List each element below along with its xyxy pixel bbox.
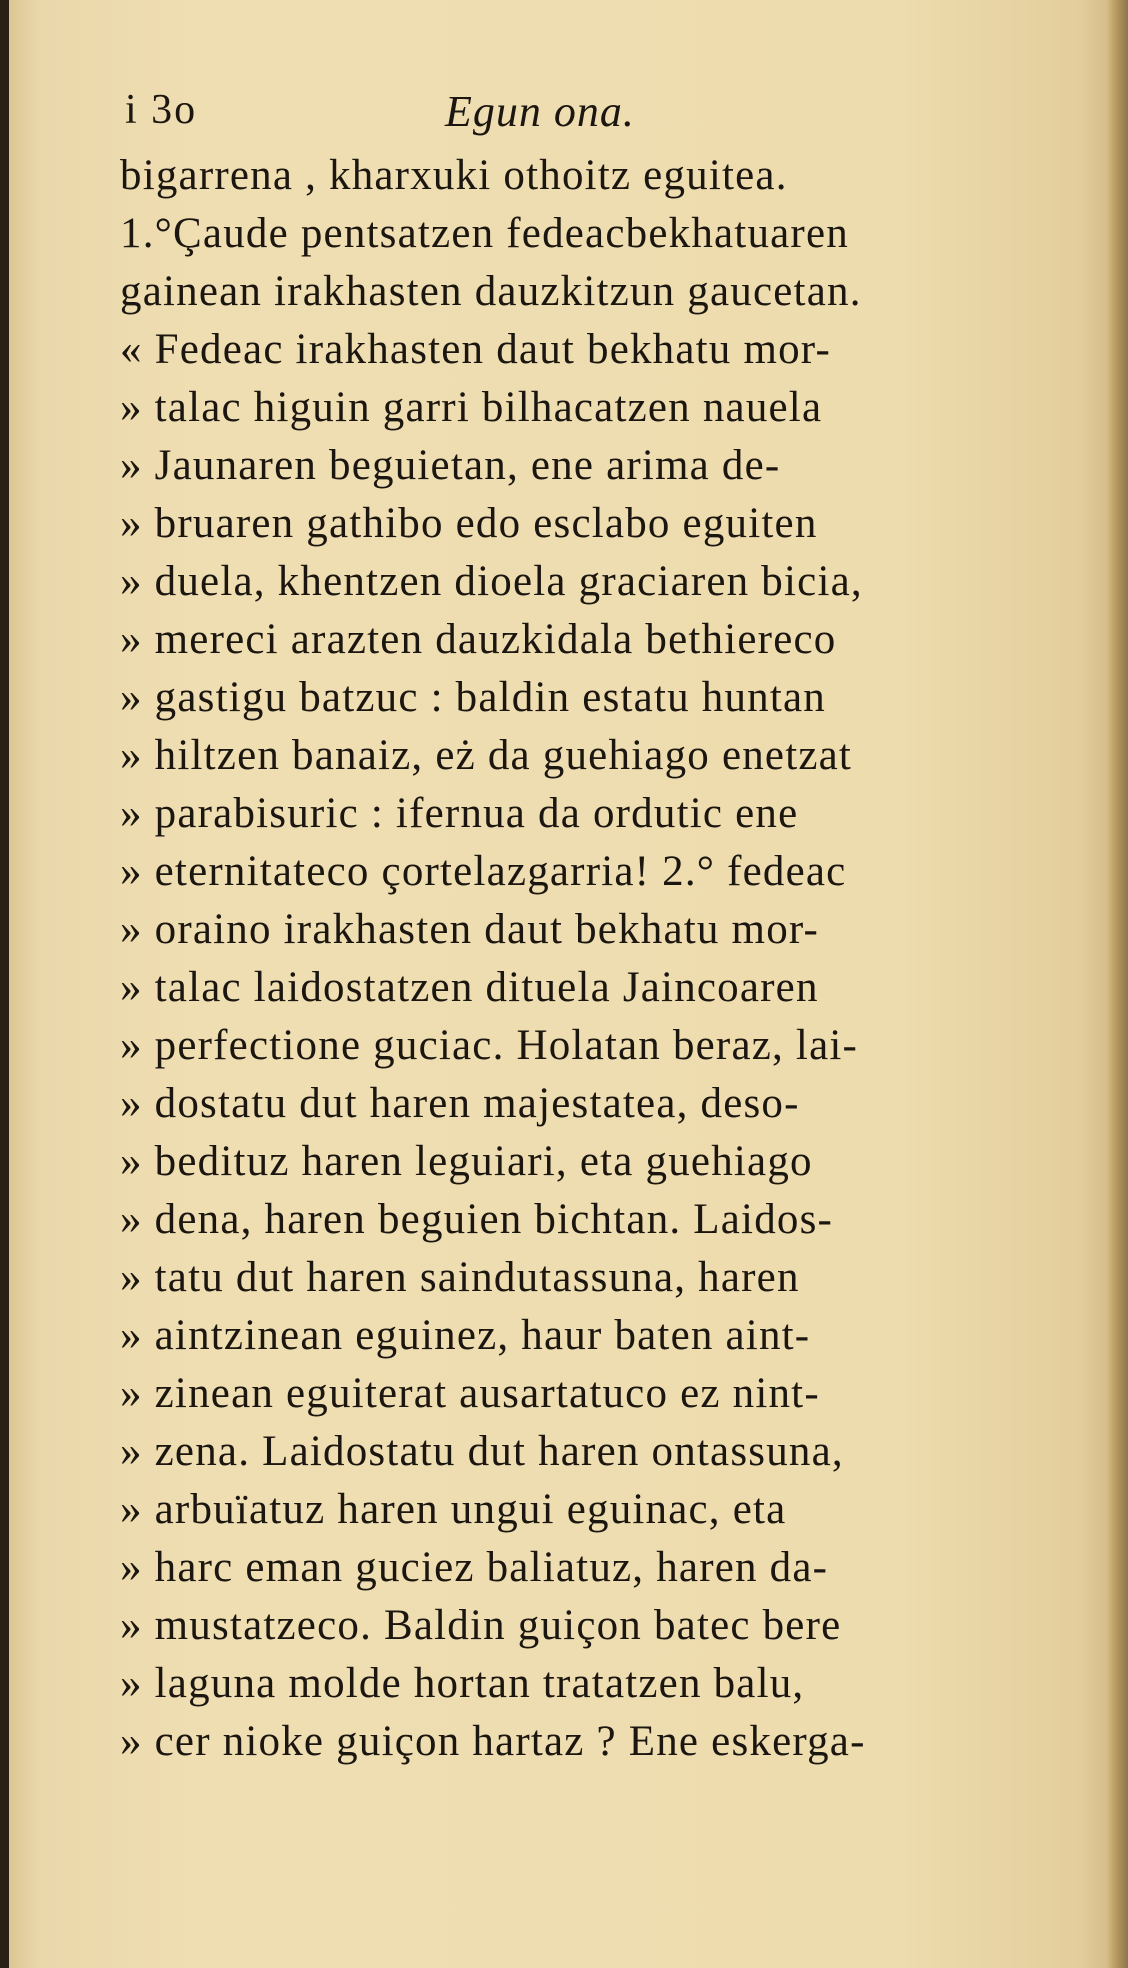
- text-line: » talac higuin garri bilhacatzen nauela: [120, 384, 823, 431]
- text-line: » laguna molde hortan tratatzen balu,: [120, 1660, 805, 1707]
- page-number: i 3o: [125, 87, 198, 133]
- text-line: bigarrena , kharxuki othoitz eguitea.: [120, 152, 788, 199]
- text-line: » zena. Laidostatu dut haren ontassuna,: [120, 1428, 844, 1475]
- text-line: » hiltzen banaiz, eż da guehiago enetzat: [120, 732, 853, 779]
- page-left-edge: [0, 0, 9, 1968]
- text-line: » arbuïatuz haren ungui eguinac, eta: [120, 1486, 787, 1533]
- text-line: » tatu dut haren saindutassuna, haren: [120, 1254, 800, 1301]
- text-line: 1.°Çaude pentsatzen fedeacbekhatuaren: [120, 210, 849, 257]
- text-line: » dostatu dut haren majestatea, deso-: [120, 1080, 800, 1127]
- text-line: » harc eman guciez baliatuz, haren da-: [120, 1544, 829, 1591]
- text-line: » oraino irakhasten daut bekhatu mor-: [120, 906, 820, 953]
- text-line: » eternitateco çortelazgarria! 2.° fedeac: [120, 848, 847, 895]
- text-line: » gastigu batzuc : baldin estatu huntan: [120, 674, 826, 721]
- text-line: » mustatzeco. Baldin guiçon batec bere: [120, 1602, 842, 1649]
- text-line: » perfectione guciac. Holatan beraz, lai-: [120, 1022, 859, 1069]
- text-line: » zinean eguiterat ausartatuco ez nint-: [120, 1370, 820, 1417]
- text-line: » cer nioke guiçon hartaz ? Ene eskerga-: [120, 1718, 866, 1765]
- running-head: Egun ona.: [445, 87, 635, 136]
- text-line: « Fedeac irakhasten daut bekhatu mor-: [120, 326, 831, 373]
- text-line: » bruaren gathibo edo esclabo eguiten: [120, 500, 818, 547]
- page-header: [125, 86, 1055, 146]
- text-line: » mereci arazten dauzkidala bethiereco: [120, 616, 837, 663]
- text-line: » bedituz haren leguiari, eta guehiago: [120, 1138, 813, 1185]
- text-line: » dena, haren beguien bichtan. Laidos-: [120, 1196, 834, 1243]
- body-text: [120, 147, 1060, 1771]
- text-line: gainean irakhasten dauzkitzun gaucetan.: [120, 268, 862, 315]
- text-line: » duela, khentzen dioela graciaren bicia,: [120, 558, 863, 605]
- page-right-edge: [1106, 0, 1128, 1968]
- text-line: » Jaunaren beguietan, ene arima de-: [120, 442, 781, 489]
- text-line: » aintzinean eguinez, haur baten aint-: [120, 1312, 811, 1359]
- text-line: » parabisuric : ifernua da ordutic ene: [120, 790, 799, 837]
- text-line: » talac laidostatzen dituela Jaincoaren: [120, 964, 819, 1011]
